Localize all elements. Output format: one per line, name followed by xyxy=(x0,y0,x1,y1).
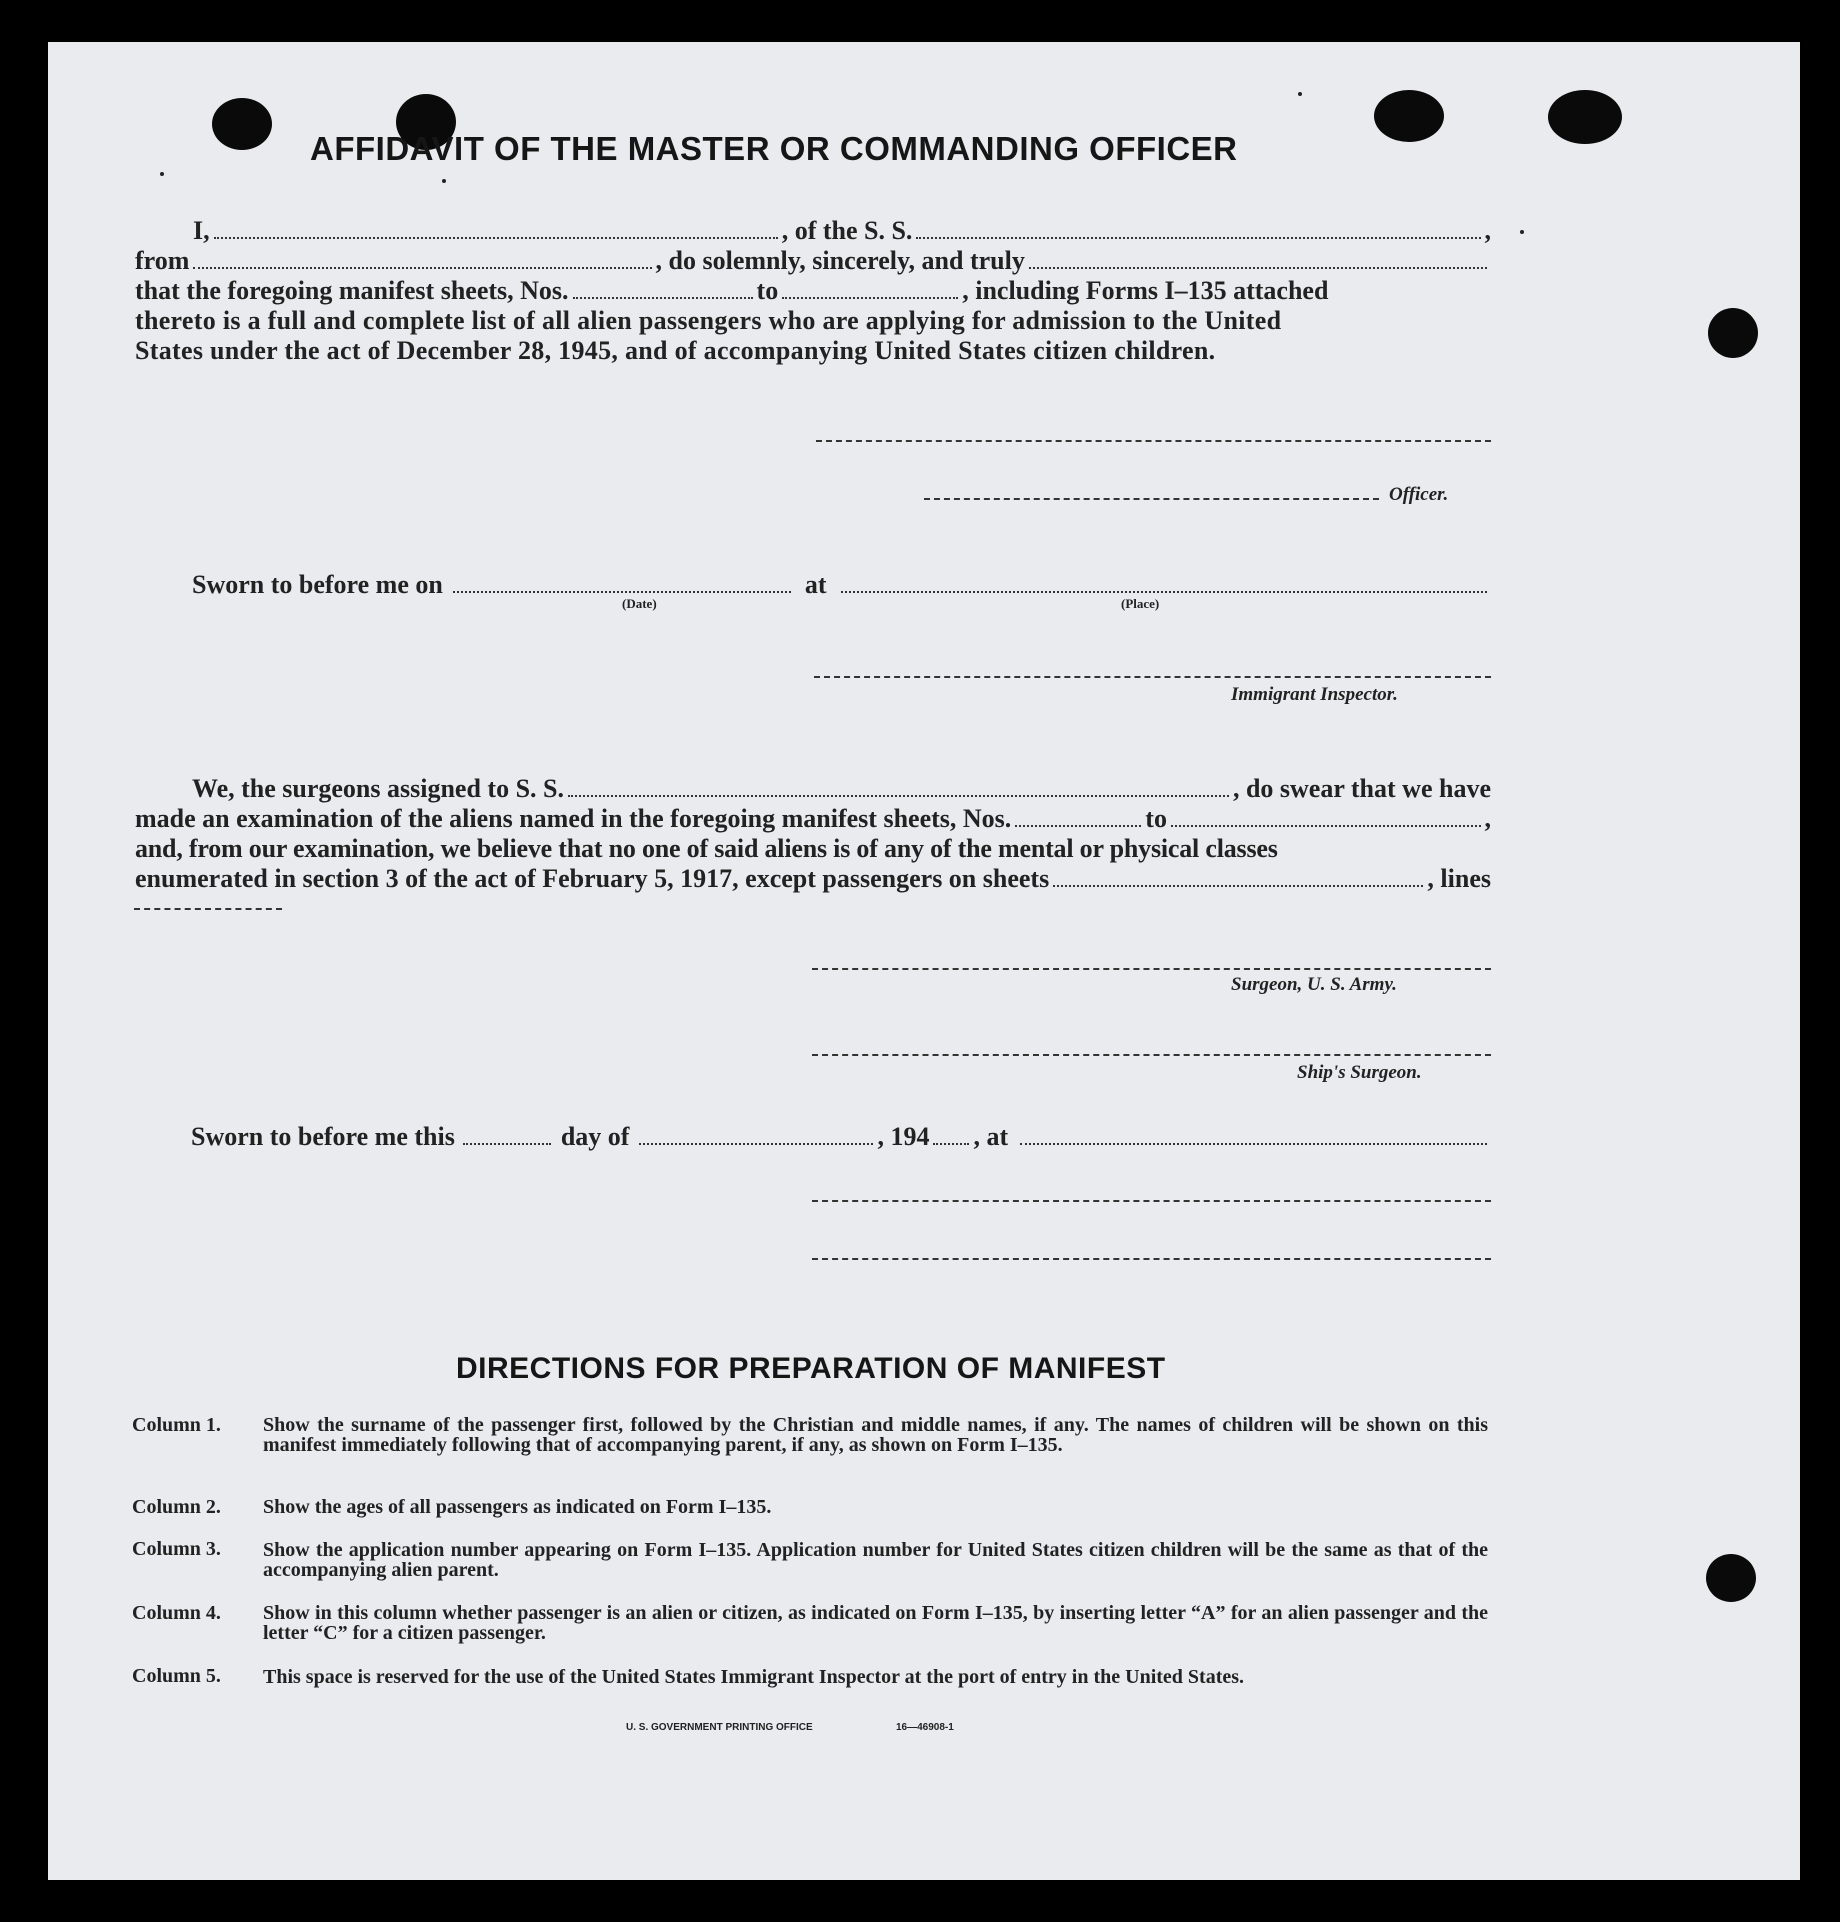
sheets-to-field[interactable] xyxy=(782,296,958,299)
printer-imprint: U. S. GOVERNMENT PRINTING OFFICE xyxy=(626,1722,813,1733)
inspector-caption: Immigrant Inspector. xyxy=(1231,684,1398,705)
exception-lines-field[interactable] xyxy=(134,908,282,910)
army-surgeon-caption: Surgeon, U. S. Army. xyxy=(1231,974,1397,995)
affidavit-line-4: thereto is a full and complete list of all alien passengers who are applying for admission to the United xyxy=(135,306,1282,335)
surgeons-line-2: made an examination of the aliens named in the foregoing manifest sheets, Nos. to , xyxy=(135,804,1491,833)
affidavit-line-1: I, , of the S. S. , xyxy=(193,216,1491,245)
officer-name-field[interactable] xyxy=(214,236,778,239)
affidavit-line-5: States under the act of December 28, 1945, and of accompanying United States citizen children. xyxy=(135,336,1216,365)
column-3-text: Show the application number appearing on Form I–135. Application number for United States citizen children will be the same as that of the accompanying alien parent. xyxy=(263,1539,1488,1581)
column-4-text: Show in this column whether passenger is an alien or citizen, as indicated on Form I–135, by inserting letter “A” for an alien passenger and the letter “C” for a citizen passenger. xyxy=(263,1602,1488,1644)
ship-surgeon-signature-line[interactable] xyxy=(812,1054,1491,1056)
surgeons-line-1: We, the surgeons assigned to S. S. , do swear that we have xyxy=(192,774,1491,803)
signature-line-1[interactable] xyxy=(812,1200,1491,1202)
date-caption: (Date) xyxy=(622,596,657,611)
officer-title-line[interactable] xyxy=(924,498,1379,500)
surgeons-line-4: enumerated in section 3 of the act of February 5, 1917, except passengers on sheets , lines xyxy=(135,864,1491,893)
punch-hole xyxy=(1548,90,1622,144)
manifest-page xyxy=(48,42,1800,1880)
column-5-text: This space is reserved for the use of the United States Immigrant Inspector at the port of entry in the United States. xyxy=(263,1666,1245,1688)
inspector-signature-line[interactable] xyxy=(814,676,1491,678)
punch-hole xyxy=(1374,90,1444,142)
surgeon-ship-field[interactable] xyxy=(568,794,1229,797)
punch-hole xyxy=(212,98,272,150)
place-caption: (Place) xyxy=(1121,596,1160,611)
column-2-text: Show the ages of all passengers as indicated on Form I–135. xyxy=(263,1496,772,1518)
sworn-place-field[interactable] xyxy=(841,590,1488,593)
column-1-label: Column 1. xyxy=(132,1414,221,1436)
punch-hole xyxy=(1706,1554,1756,1602)
sworn-month-field[interactable] xyxy=(639,1142,873,1145)
sworn-year-field[interactable] xyxy=(933,1142,969,1145)
form-code: 16—46908-1 xyxy=(896,1722,954,1733)
sworn-date-field[interactable] xyxy=(453,590,791,593)
ship-surgeon-caption: Ship's Surgeon. xyxy=(1297,1062,1422,1083)
signature-line-2[interactable] xyxy=(812,1258,1491,1260)
directions-title: DIRECTIONS FOR PREPARATION OF MANIFEST xyxy=(456,1352,1166,1385)
sworn-this-line: Sworn to before me this day of , 194 , at xyxy=(135,1122,1491,1152)
sworn-day-field[interactable] xyxy=(463,1142,551,1145)
sworn-place2-field[interactable] xyxy=(1020,1142,1487,1145)
port-from-field[interactable] xyxy=(193,266,651,269)
sheets-from-field[interactable] xyxy=(573,296,753,299)
affidavit-title: AFFIDAVIT OF THE MASTER OR COMMANDING OFFICER xyxy=(310,130,1238,167)
surgeons-line-3: and, from our examination, we believe that no one of said aliens is of any of the mental or physical classes xyxy=(135,834,1278,863)
affidavit-line-3: that the foregoing manifest sheets, Nos. to , including Forms I–135 attached xyxy=(135,276,1329,305)
ship-name-field[interactable] xyxy=(916,236,1480,239)
officer-caption: Officer. xyxy=(1389,484,1449,505)
surgeon-sheets-to-field[interactable] xyxy=(1171,824,1481,827)
column-4-label: Column 4. xyxy=(132,1602,221,1624)
column-5-label: Column 5. xyxy=(132,1665,221,1687)
oath-field[interactable] xyxy=(1029,266,1487,269)
officer-signature-line[interactable] xyxy=(816,440,1491,442)
column-3-label: Column 3. xyxy=(132,1538,221,1560)
sworn-on-line: Sworn to before me on at xyxy=(135,570,1491,600)
column-2-label: Column 2. xyxy=(132,1496,221,1518)
affidavit-line-2: from , do solemnly, sincerely, and truly xyxy=(135,246,1491,276)
column-1-text: Show the surname of the passenger first, followed by the Christian and middle names, if any. The names of children will be shown on this manifest immediately following that of accompanying parent, if any, as shown on Form I–135. xyxy=(263,1414,1488,1456)
surgeon-sheets-from-field[interactable] xyxy=(1015,824,1141,827)
exception-sheets-field[interactable] xyxy=(1053,884,1423,887)
punch-hole xyxy=(1708,308,1758,358)
army-surgeon-signature-line[interactable] xyxy=(812,968,1491,970)
